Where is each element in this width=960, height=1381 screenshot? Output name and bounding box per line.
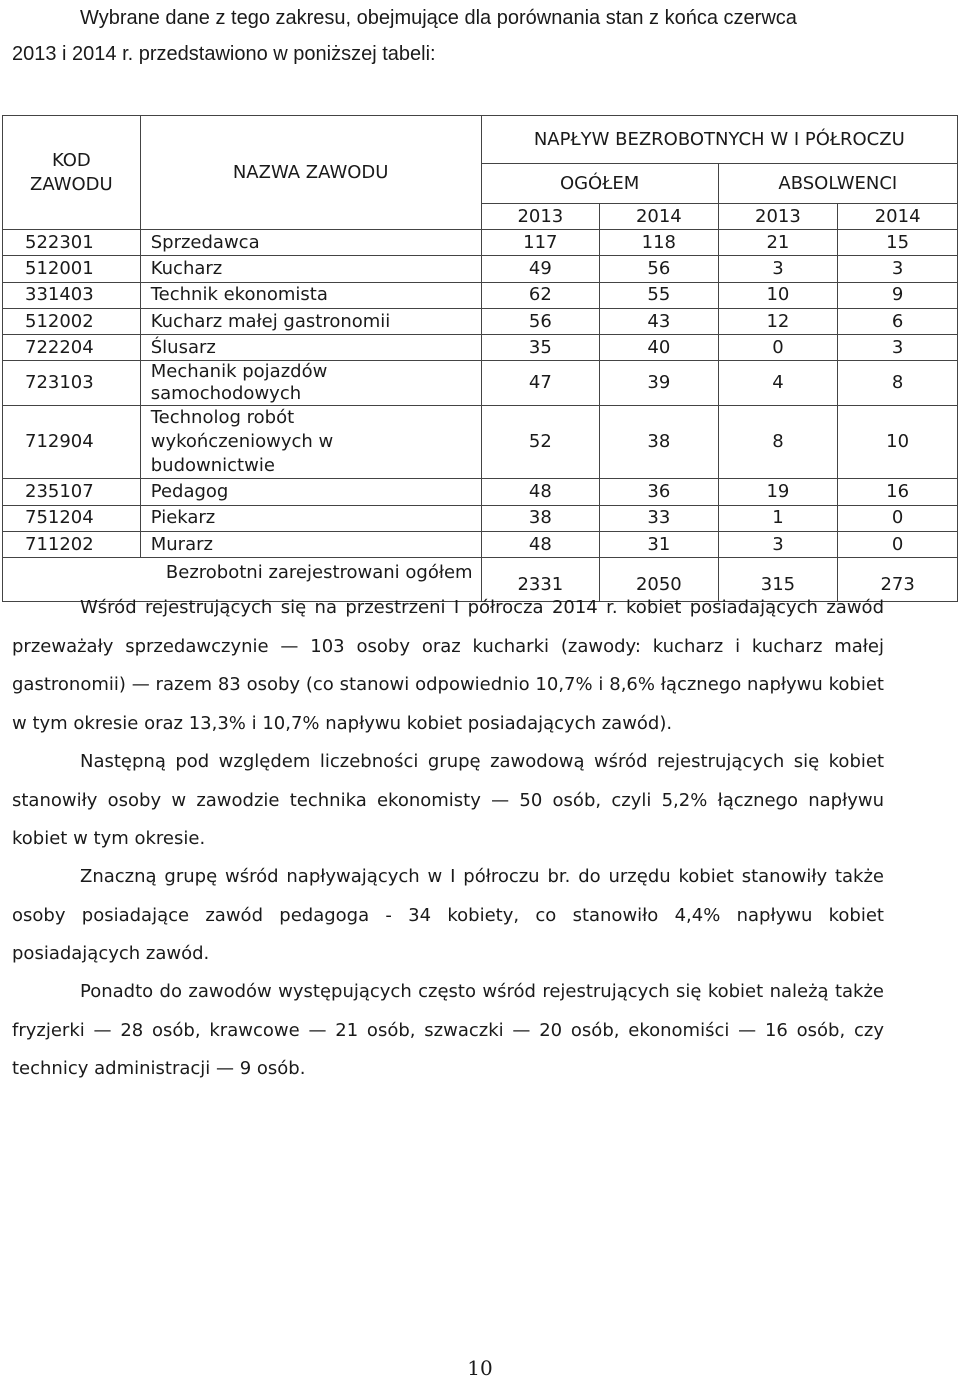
- header-graduates: ABSOLWENCI: [718, 164, 957, 204]
- row-value: 31: [600, 532, 719, 558]
- row-value: 21: [718, 230, 838, 256]
- row-value: 3: [718, 256, 838, 282]
- row-name: Kucharz małej gastronomii: [140, 308, 481, 334]
- row-code: 512002: [3, 308, 141, 334]
- table-row: [3, 505, 958, 531]
- table-row: [3, 256, 958, 282]
- row-value: 1: [718, 505, 838, 531]
- row-value: 3: [838, 335, 958, 361]
- header-total: OGÓŁEM: [481, 164, 718, 204]
- total-value: 2331: [481, 558, 600, 602]
- row-value: 49: [481, 256, 600, 282]
- row-value: 0: [718, 335, 838, 361]
- header-year: 2014: [838, 204, 958, 230]
- table-row: [3, 361, 958, 406]
- row-value: 35: [481, 335, 600, 361]
- paragraph-4: Ponadto do zawodów występujących często wśród rejestrujących się kobiet należą także fryzjerki — 28 osób, krawcowe — 21 osób, szwaczki — 20 osób, ekonomiści — 16 osób, czy technicy administracji — 9 osób.: [12, 981, 884, 1079]
- row-value: 43: [600, 308, 719, 334]
- row-name: Kucharz: [140, 256, 481, 282]
- paragraph-1: Wśród rejestrujących się na przestrzeni I półrocza 2014 r. kobiet posiadających zawód przeważały sprzedawczynie — 103 osoby oraz kucharki (zawody: kucharz i kucharz małej gastronomii) — razem 83 osoby (co stanowi odpowiednio 10,7% i 8,6% łącznego napływu kobiet w tym okresie oraz 13,3% i 10,7% napływu kobiet posiadających zawód).: [12, 597, 884, 734]
- row-name: Ślusarz: [140, 335, 481, 361]
- row-value: 56: [481, 308, 600, 334]
- row-value: 15: [838, 230, 958, 256]
- row-code: 711202: [3, 532, 141, 558]
- row-value: 118: [600, 230, 719, 256]
- row-value: 10: [838, 406, 958, 479]
- row-value: 4: [718, 361, 838, 406]
- row-code: 331403: [3, 282, 141, 308]
- intro-line-1: Wybrane dane z tego zakresu, obejmujące dla porównania stan z końca czerwca: [80, 7, 797, 29]
- total-value: 315: [718, 558, 838, 602]
- row-code: 235107: [3, 479, 141, 505]
- intro-line-2: 2013 i 2014 r. przedstawiono w poniższej tabeli:: [12, 43, 436, 65]
- row-code: 751204: [3, 505, 141, 531]
- header-name: NAZWA ZAWODU: [140, 116, 481, 230]
- table-row: [3, 308, 958, 334]
- paragraph-2: Następną pod względem liczebności grupę zawodową wśród rejestrujących się kobiet stanowiły osoby w zawodzie technika ekonomisty — 50 osób, czyli 5,2% łącznego napływu kobiet w tym okresie.: [12, 751, 884, 849]
- occupation-table: [2, 115, 958, 602]
- row-value: 48: [481, 532, 600, 558]
- row-value: 56: [600, 256, 719, 282]
- row-value: 117: [481, 230, 600, 256]
- table-row: [3, 532, 958, 558]
- row-value: 8: [838, 361, 958, 406]
- row-value: 6: [838, 308, 958, 334]
- row-name: Piekarz: [140, 505, 481, 531]
- row-value: 36: [600, 479, 719, 505]
- row-name: Mechanik pojazdów samochodowych: [140, 361, 481, 406]
- row-value: 33: [600, 505, 719, 531]
- row-code: 512001: [3, 256, 141, 282]
- header-inflow: NAPŁYW BEZROBOTNYCH W I PÓŁROCZU: [481, 116, 957, 164]
- row-value: 55: [600, 282, 719, 308]
- row-name: Murarz: [140, 532, 481, 558]
- total-value: 2050: [600, 558, 719, 602]
- row-name: Technik ekonomista: [140, 282, 481, 308]
- table-row: [3, 230, 958, 256]
- row-code: 722204: [3, 335, 141, 361]
- paragraph-3: Znaczną grupę wśród napływających w I półroczu br. do urzędu kobiet stanowiły także osoby posiadające zawód pedagoga - 34 kobiety, co stanowiło 4,4% napływu kobiet posiadających zawód.: [12, 866, 884, 964]
- header-year: 2014: [600, 204, 719, 230]
- row-name: Technolog robót wykończeniowych w budownictwie: [140, 406, 481, 479]
- row-value: 40: [600, 335, 719, 361]
- row-value: 3: [718, 532, 838, 558]
- table-row: [3, 406, 958, 479]
- row-value: 52: [481, 406, 600, 479]
- row-name: Pedagog: [140, 479, 481, 505]
- row-value: 12: [718, 308, 838, 334]
- row-name: Sprzedawca: [140, 230, 481, 256]
- row-value: 0: [838, 505, 958, 531]
- row-value: 38: [600, 406, 719, 479]
- row-value: 47: [481, 361, 600, 406]
- intro-text: [12, 0, 892, 72]
- row-value: 19: [718, 479, 838, 505]
- total-value: 273: [838, 558, 958, 602]
- total-label: Bezrobotni zarejestrowani ogółem: [3, 558, 482, 602]
- table-row: [3, 282, 958, 308]
- header-year: 2013: [718, 204, 838, 230]
- row-value: 48: [481, 479, 600, 505]
- row-value: 62: [481, 282, 600, 308]
- header-code: KOD ZAWODU: [3, 116, 141, 230]
- row-value: 39: [600, 361, 719, 406]
- row-value: 8: [718, 406, 838, 479]
- row-code: 712904: [3, 406, 141, 479]
- row-value: 3: [838, 256, 958, 282]
- row-code: 723103: [3, 361, 141, 406]
- header-year: 2013: [481, 204, 600, 230]
- table-row: [3, 335, 958, 361]
- row-value: 38: [481, 505, 600, 531]
- row-value: 16: [838, 479, 958, 505]
- row-code: 522301: [3, 230, 141, 256]
- row-value: 0: [838, 532, 958, 558]
- table-row: [3, 479, 958, 505]
- row-value: 9: [838, 282, 958, 308]
- row-value: 10: [718, 282, 838, 308]
- page-number: 10: [467, 1356, 493, 1380]
